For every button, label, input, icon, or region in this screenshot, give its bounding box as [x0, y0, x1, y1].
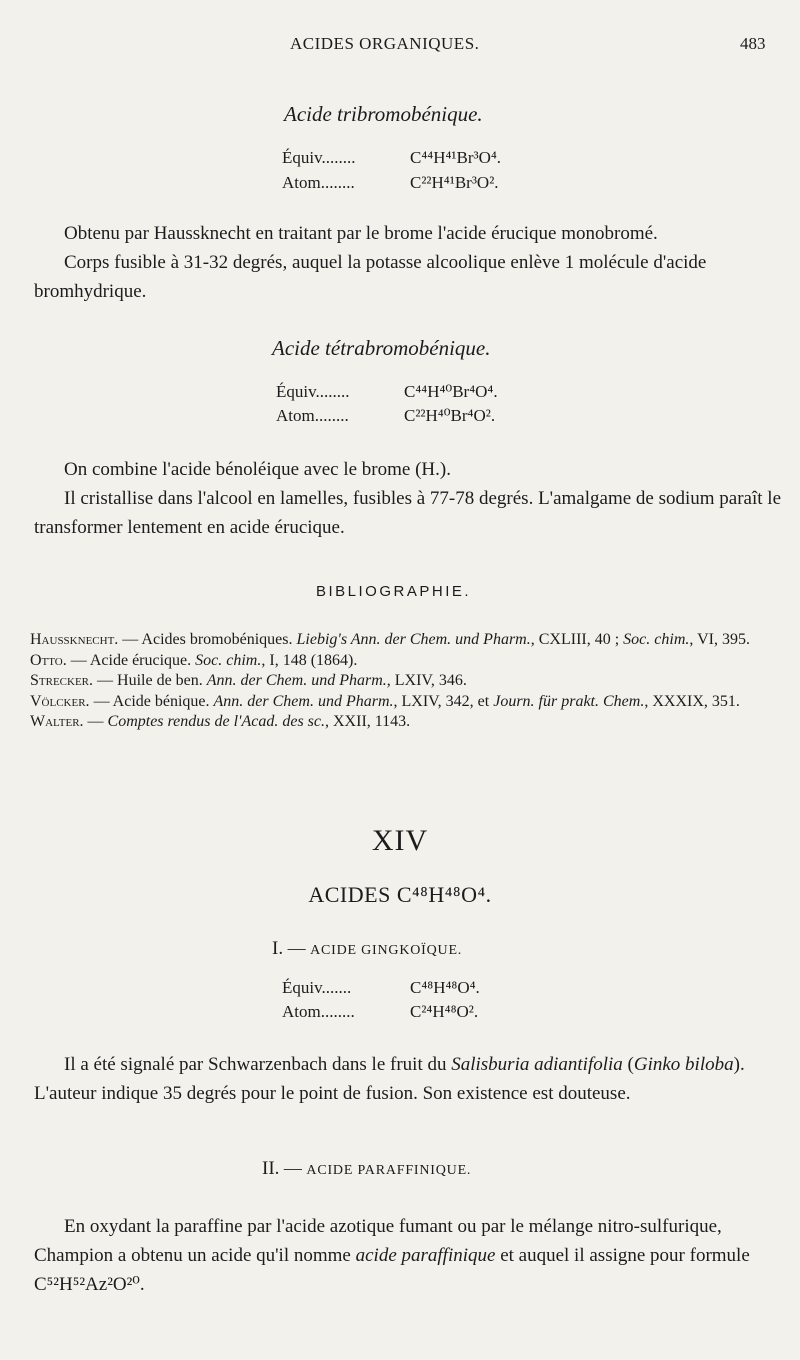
formula-equiv-gingko	[282, 978, 480, 998]
paragraph-gingko	[34, 1050, 786, 1108]
bib-text: — Acide érucique.	[66, 651, 196, 669]
paragraph-line: Obtenu par Haussknecht en traitant par le brome l'acide érucique monobromé.	[64, 223, 658, 244]
bib-text: , XXII, 1143.	[325, 713, 411, 730]
bib-text: — Acides bromobéniques.	[118, 631, 297, 648]
formula-label: Équiv.......	[282, 978, 352, 997]
paragraph-line: On combine l'acide bénoléique avec le brome (H.).	[64, 459, 451, 480]
bib-source: Soc. chim.	[623, 631, 690, 648]
section-name: ACIDE PARAFFINIQUE.	[306, 1163, 472, 1178]
bib-text: , I, 148 (1864).	[261, 651, 358, 669]
bib-author: Walter.	[30, 713, 84, 730]
bib-text: , LXIV, 346.	[386, 672, 467, 689]
section-name: ACIDE GINGKOÏQUE.	[310, 943, 463, 958]
para-text: (	[622, 1054, 634, 1075]
bib-source: Ann. der Chem. und Pharm.	[213, 692, 394, 710]
chapter-title: ACIDES C⁴⁸H⁴⁸O⁴.	[308, 882, 492, 907]
para-text: Il a été signalé par Schwarzenbach dans le fruit du	[64, 1054, 452, 1075]
formula-value: C²⁴H⁴⁸O².	[410, 1002, 479, 1021]
formula-label: Atom........	[282, 173, 355, 192]
bib-text: , VI, 395.	[689, 631, 750, 648]
section-number: I.	[272, 938, 284, 959]
bibliography-entry	[30, 692, 790, 713]
bibliography-entry	[30, 630, 790, 651]
bib-text: — Acide bénique.	[89, 692, 214, 710]
formula-atom-gingko	[282, 1002, 478, 1022]
formula-value: C²²H⁴¹Br³O².	[410, 173, 499, 192]
formula-value: C⁴⁸H⁴⁸O⁴.	[410, 978, 480, 997]
acid-name: acide paraffinique	[355, 1245, 496, 1266]
bib-author: Otto.	[30, 651, 67, 669]
bib-text: — Huile de ben.	[93, 672, 207, 689]
formula-equiv-tribromo	[282, 148, 501, 168]
section-number: II.	[262, 1158, 280, 1179]
bib-source: Soc. chim.	[195, 651, 262, 669]
bib-author: Strecker.	[30, 672, 94, 689]
formula-atom-tetrabromo	[276, 406, 495, 426]
paragraph-tetrabromo	[34, 455, 786, 542]
paragraph-line	[34, 1050, 786, 1108]
bib-author: Haussknecht.	[30, 631, 119, 648]
species-name: Ginko biloba	[633, 1054, 734, 1075]
paragraph-line: Corps fusible à 31-32 degrés, auquel la potasse alcoolique enlève 1 molécule d'acide bromhydrique.	[34, 252, 707, 302]
section-dash: —	[283, 938, 311, 958]
formula-atom-tribromo	[282, 173, 499, 193]
bib-author: Völcker.	[30, 692, 90, 710]
para-text: et auquel il assigne pour formule C⁵²H⁵²Az²O²⁰.	[34, 1245, 750, 1295]
bibliography-list	[30, 630, 790, 733]
bib-text: , XXXIX, 351.	[644, 692, 740, 710]
bib-text: , CXLIII, 40 ;	[530, 631, 624, 648]
section-dash: —	[279, 1158, 307, 1178]
paragraph-paraffinique	[34, 1212, 786, 1299]
heading-tribromo: Acide tribromobénique.	[284, 102, 483, 126]
paragraph-tribromo	[34, 219, 786, 306]
bib-text: , LXIV, 342, et	[393, 692, 494, 710]
species-name: Salisburia adiantifolia	[451, 1054, 623, 1075]
bibliography-title: BIBLIOGRAPHIE.	[316, 583, 472, 600]
formula-label: Équiv........	[282, 148, 356, 167]
section-heading-paraffinique	[262, 1158, 471, 1180]
formula-label: Atom........	[282, 1002, 355, 1021]
running-header: ACIDES ORGANIQUES.	[290, 34, 480, 53]
formula-value: C²²H⁴⁰Br⁴O².	[404, 406, 496, 425]
para-text: En oxydant la paraffine par l'acide azotique fumant ou par le mélange nitro-sulfurique, Champion a obtenu un acide qu'il nomme	[34, 1216, 722, 1266]
para-text: ). L'auteur indique 35 degrés pour le point de fusion. Son existence est douteuse.	[34, 1054, 745, 1104]
bib-source: Journ. für prakt. Chem.	[493, 692, 645, 710]
formula-value: C⁴⁴H⁴¹Br³O⁴.	[410, 148, 502, 167]
bibliography-entry	[30, 712, 790, 733]
section-heading-gingko	[272, 938, 462, 960]
formula-value: C⁴⁴H⁴⁰Br⁴O⁴.	[404, 382, 498, 401]
bib-source: Liebig's Ann. der Chem. und Pharm.	[296, 631, 531, 648]
formula-label: Équiv........	[276, 382, 350, 401]
bibliography-entry	[30, 651, 790, 672]
paragraph-line: Il cristallise dans l'alcool en lamelles, fusibles à 77-78 degrés. L'amalgame de sodium paraît le transformer lentement en acide érucique.	[34, 488, 782, 538]
formula-label: Atom........	[276, 406, 349, 425]
chapter-number: XIV	[371, 824, 429, 857]
bib-source: Ann. der Chem. und Pharm.	[206, 672, 387, 689]
paragraph-line	[34, 1212, 786, 1299]
bibliography-entry	[30, 671, 790, 692]
page-number: 483	[740, 34, 766, 53]
bib-text: —	[83, 713, 108, 730]
bib-source: Comptes rendus de l'Acad. des sc.	[107, 713, 325, 730]
heading-tetrabromo: Acide tétrabromobénique.	[272, 336, 491, 360]
formula-equiv-tetrabromo	[276, 382, 498, 402]
